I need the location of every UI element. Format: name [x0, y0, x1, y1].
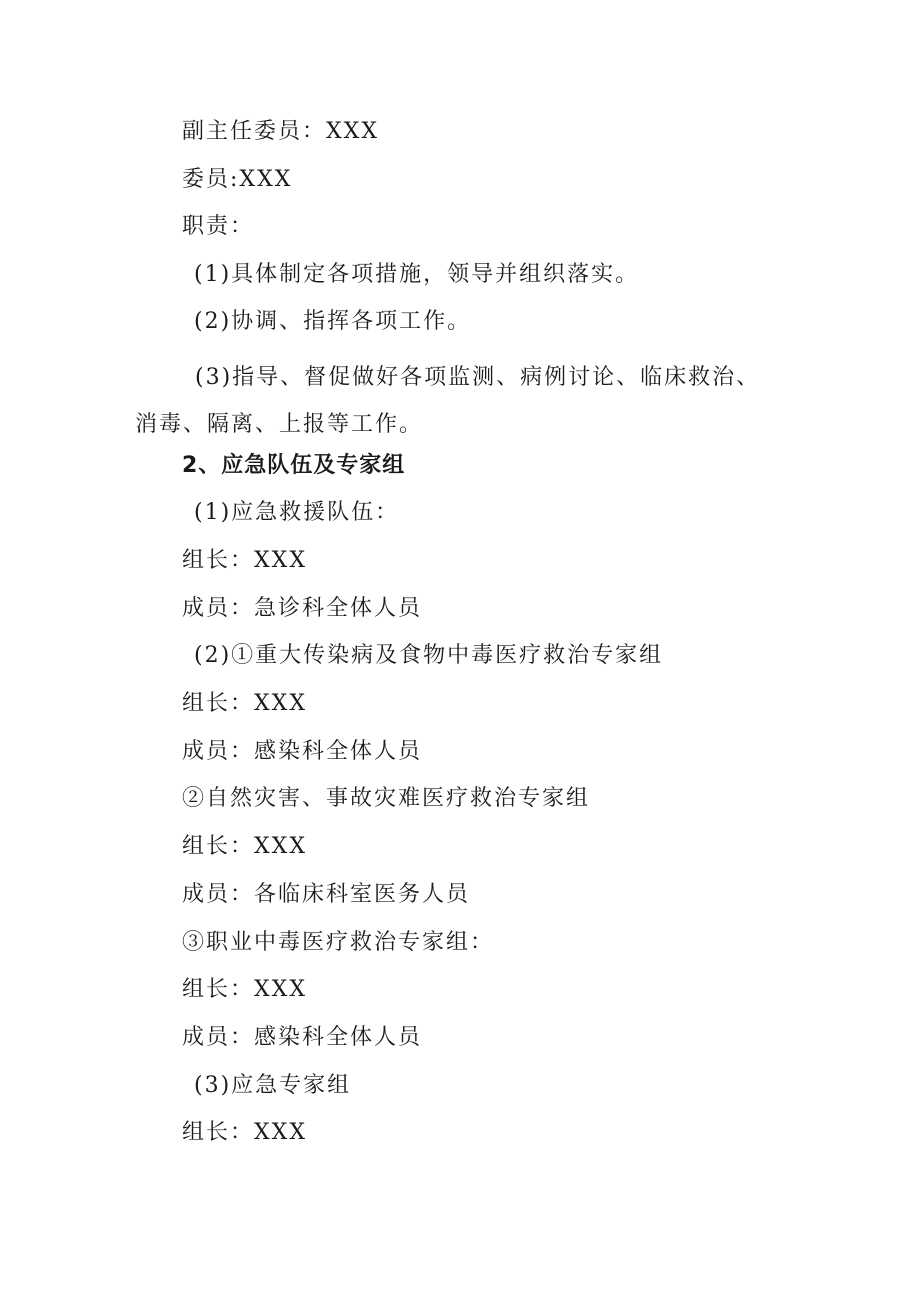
infectious-group-leader: 组长：XXX	[182, 691, 307, 716]
disaster-group-title: ②自然灾害、事故灾难医疗救治专家组	[182, 786, 591, 811]
expert-group-title: (3)应急专家组	[194, 1073, 352, 1098]
duties-label: 职责：	[182, 214, 255, 239]
infectious-group-members: 成员：感染科全体人员	[182, 739, 423, 764]
section-heading: 2、应急队伍及专家组	[182, 453, 406, 478]
duty-item-1: (1)具体制定各项措施，领导并组织落实。	[194, 262, 640, 287]
occupational-group-leader: 组长：XXX	[182, 977, 307, 1002]
occupational-group-title: ③职业中毒医疗救治专家组：	[182, 930, 495, 955]
expert-group-leader: 组长：XXX	[182, 1120, 307, 1145]
disaster-group-leader: 组长：XXX	[182, 834, 307, 859]
disaster-group-members: 成员：各临床科室医务人员	[182, 882, 471, 907]
rescue-team-title: (1)应急救援队伍：	[194, 500, 400, 525]
vice-chair-line: 副主任委员：XXX	[182, 119, 379, 144]
infectious-group-title: (2)①重大传染病及食物中毒医疗救治专家组	[194, 643, 664, 668]
occupational-group-members: 成员：感染科全体人员	[182, 1025, 423, 1050]
rescue-team-members: 成员：急诊科全体人员	[182, 596, 423, 621]
duty-item-3: (3)指导、督促做好各项监测、病例讨论、临床救治、消毒、隔离、上报等工作。	[135, 365, 761, 437]
duty-item-2: (2)协调、指挥各项工作。	[194, 309, 472, 334]
rescue-team-leader: 组长：XXX	[182, 548, 307, 573]
member-line: 委员:XXX	[182, 167, 293, 192]
